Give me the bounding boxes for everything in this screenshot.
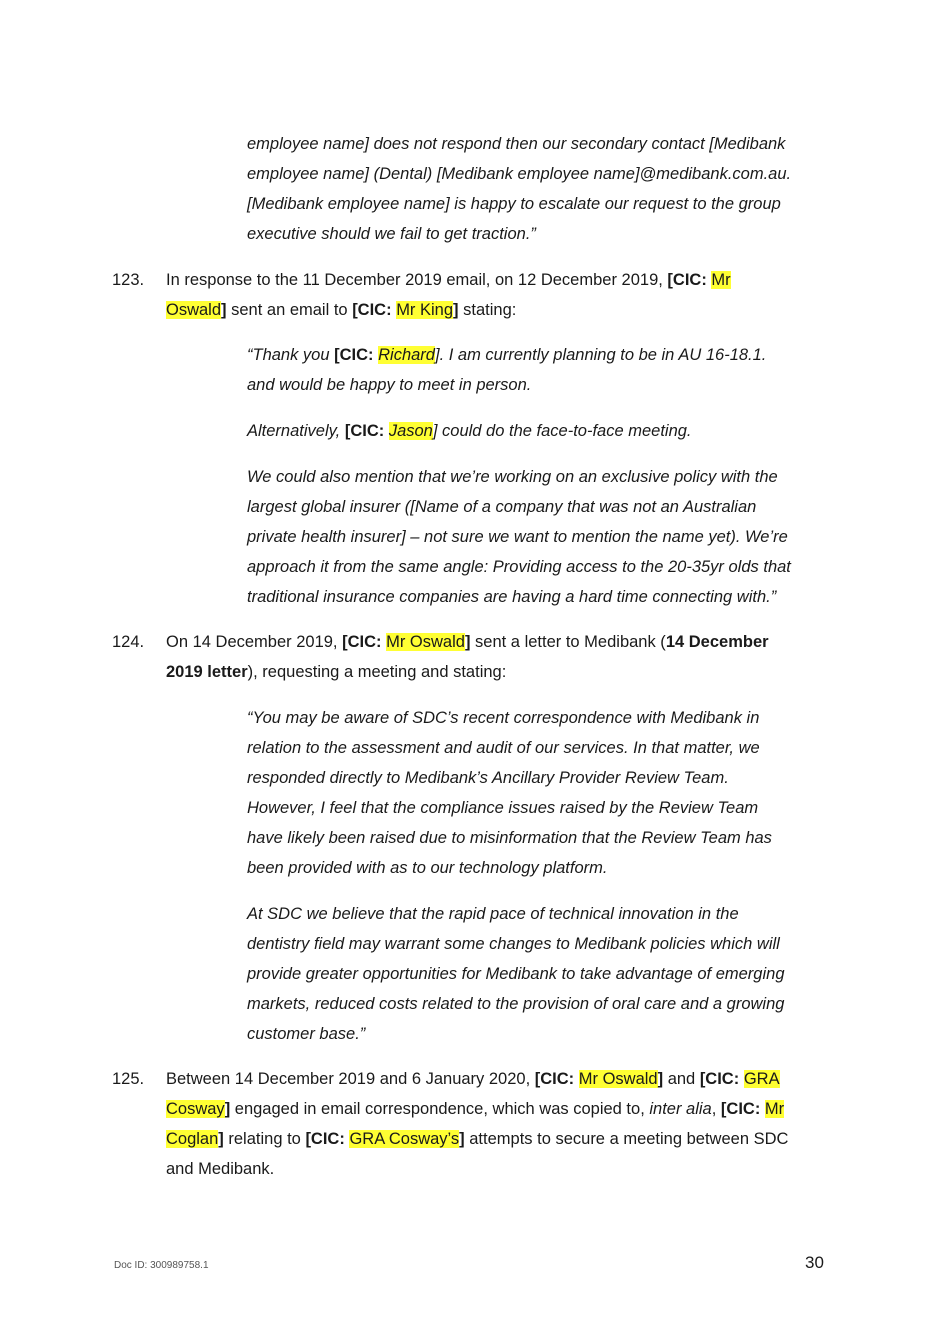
quote-line: responded directly to Medibank’s Ancillary Provider Review Team. [247, 769, 729, 787]
quote-line: have likely been raised due to misinformation that the Review Team has [247, 829, 772, 847]
quote-line: private health insurer] – not sure we want to mention the name yet). We’re [247, 528, 788, 546]
quote-line: traditional insurance companies are having a hard time connecting with.” [247, 588, 777, 606]
paragraph-125-line-4: and Medibank. [166, 1160, 275, 1178]
redaction-highlight: Oswald [166, 301, 222, 319]
quote-line: relation to the assessment and audit of our services. In that matter, we [247, 739, 760, 757]
document-id: Doc ID: 300989758.1 [114, 1260, 209, 1271]
quote-line: customer base.” [247, 1025, 366, 1043]
quote-line: [Medibank employee name] is happy to escalate our request to the group [247, 195, 781, 213]
redaction-highlight: Jason [388, 422, 433, 440]
paragraph-123-line-1: In response to the 11 December 2019 email, on 12 December 2019, [CIC: Mr [166, 271, 731, 289]
quote-line: We could also mention that we’re working on an exclusive policy with the [247, 468, 778, 486]
paragraph-number: 123. [112, 271, 145, 289]
quote-line: largest global insurer ([Name of a company that was not an Australian [247, 498, 757, 516]
paragraph-number: 124. [112, 633, 145, 651]
paragraph-125-line-2: Cosway] engaged in email correspondence, which was copied to, inter alia, [CIC: Mr [166, 1100, 785, 1118]
paragraph-123-line-2: Oswald] sent an email to [CIC: Mr King] stating: [166, 301, 517, 319]
quote-line: At SDC we believe that the rapid pace of technical innovation in the [247, 905, 739, 923]
redaction-highlight: Mr [764, 1100, 785, 1118]
paragraph-125-line-3: Coglan] relating to [CIC: GRA Cosway’s] attempts to secure a meeting between SDC [166, 1130, 789, 1148]
page-number: 30 [805, 1253, 824, 1272]
redaction-highlight: GRA Cosway’s [349, 1130, 460, 1148]
quote-line: “Thank you [CIC: Richard]. I am currently planning to be in AU 16-18.1. [247, 346, 767, 364]
redaction-highlight: Mr King [396, 301, 454, 319]
quote-line: “You may be aware of SDC’s recent correspondence with Medibank in [247, 709, 760, 727]
quote-line: dentistry field may warrant some changes to Medibank policies which will [247, 935, 780, 953]
quote-line: Alternatively, [CIC: Jason] could do the face-to-face meeting. [247, 422, 692, 440]
quote-line: employee name] (Dental) [Medibank employee name]@medibank.com.au. [247, 165, 792, 183]
paragraph-124-line-2: 2019 letter), requesting a meeting and stating: [166, 663, 507, 681]
paragraph-number: 125. [112, 1070, 145, 1088]
redaction-highlight: Richard [378, 346, 435, 364]
quote-line: approach it from the same angle: Providing access to the 20-35yr olds that [247, 558, 791, 576]
quote-line: employee name] does not respond then our secondary contact [Medibank [247, 135, 786, 153]
quote-line: provide greater opportunities for Medibank to take advantage of emerging [247, 965, 785, 983]
redaction-highlight: GRA [743, 1070, 780, 1088]
redaction-highlight: Mr [711, 271, 731, 289]
paragraph-125-line-1: Between 14 December 2019 and 6 January 2020, [CIC: Mr Oswald] and [CIC: GRA [166, 1070, 780, 1088]
quote-line: been provided with as to our technology platform. [247, 859, 608, 877]
redaction-highlight: Mr Oswald [386, 633, 465, 651]
paragraph-124-line-1: On 14 December 2019, [CIC: Mr Oswald] sent a letter to Medibank (14 December [166, 633, 769, 651]
quote-line: and would be happy to meet in person. [247, 376, 532, 394]
redaction-highlight: Mr Oswald [578, 1070, 658, 1088]
redaction-highlight: Coglan [166, 1130, 219, 1148]
quote-line: However, I feel that the compliance issues raised by the Review Team [247, 799, 759, 817]
redaction-highlight: Cosway [166, 1100, 225, 1118]
quote-line: markets, reduced costs related to the provision of oral care and a growing [247, 995, 785, 1013]
quote-line: executive should we fail to get traction.” [247, 225, 536, 243]
